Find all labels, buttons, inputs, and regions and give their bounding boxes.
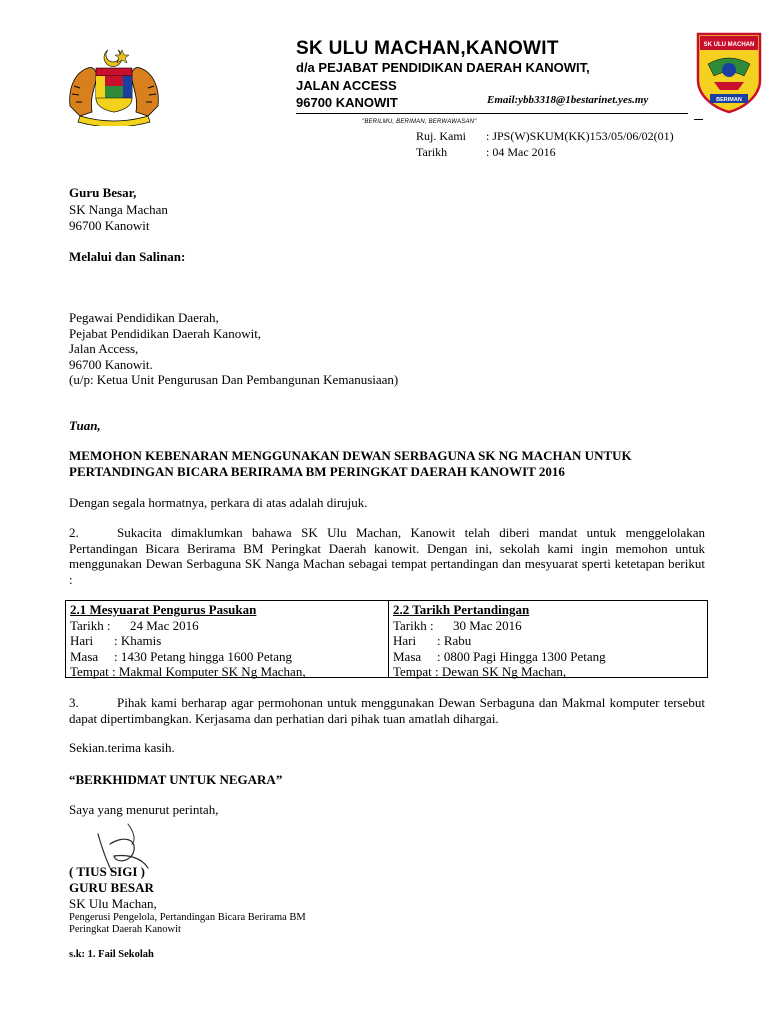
paragraph-3-text: Pihak kami berharap agar permohonan untuk menggunakan Dewan Serbaguna dan Makmal komputer tersebut dapat dipertimbangkan. Kerjasama dan perhatian dari pihak tuan amatlah dihargai. bbox=[69, 695, 705, 726]
sign-off: Saya yang menurut perintah, bbox=[69, 802, 219, 817]
paragraph-3 bbox=[69, 695, 705, 726]
signer-name: ( TIUS SIGI ) bbox=[69, 864, 145, 879]
competition-day-value: : Rabu bbox=[437, 633, 472, 648]
meeting-time-label: Masa bbox=[70, 648, 99, 664]
schedule-table bbox=[65, 600, 708, 678]
subject-line-1: MEMOHON KEBENARAN MENGGUNAKAN DEWAN SERBAGUNA SK NG MACHAN UNTUK bbox=[69, 448, 632, 463]
date-value: : 04 Mac 2016 bbox=[486, 145, 556, 159]
meeting-time-row bbox=[70, 649, 388, 665]
school-badge-logo bbox=[694, 30, 764, 114]
via-heading: Melalui dan Salinan: bbox=[69, 249, 186, 264]
meeting-day-row bbox=[70, 633, 388, 649]
paragraph-3-number: 3. bbox=[69, 695, 79, 710]
meeting-venue: Tempat : Makmal Komputer SK Ng Machan, bbox=[70, 664, 306, 679]
closing-text: Sekian.terima kasih. bbox=[69, 740, 175, 755]
competition-date-value: 30 Mac 2016 bbox=[453, 617, 522, 633]
slogan: “BERKHIDMAT UNTUK NEGARA” bbox=[69, 772, 283, 787]
competition-heading-title: Tarikh Pertandingan bbox=[412, 602, 530, 617]
meeting-heading-title: Mesyuarat Pengurus Pasukan bbox=[89, 602, 257, 617]
meeting-day-value: : Khamis bbox=[114, 633, 162, 648]
recipient-title: Guru Besar, bbox=[69, 185, 137, 200]
copy-to-line-3: Jalan Access, bbox=[69, 341, 139, 356]
competition-time-label: Masa bbox=[393, 648, 422, 664]
carbon-copy: s.k: 1. Fail Sekolah bbox=[69, 949, 154, 960]
school-name: SK ULU MACHAN,KANOWIT bbox=[296, 38, 559, 59]
meeting-time-value: : 1430 Petang hingga 1600 Petang bbox=[114, 648, 293, 664]
meeting-day-label: Hari bbox=[70, 633, 94, 648]
reference-label: Ruj. Kami bbox=[416, 129, 466, 143]
meeting-heading bbox=[70, 602, 388, 618]
coat-of-arms-logo bbox=[66, 46, 162, 126]
copy-to-line-4: 96700 Kanowit. bbox=[69, 357, 153, 372]
competition-time-value: : 0800 Pagi Hingga 1300 Petang bbox=[437, 648, 606, 664]
meeting-date-label: Tarikh : bbox=[70, 617, 111, 633]
signer-role-line-1: Pengerusi Pengelola, Pertandingan Bicara Berirama BM bbox=[69, 912, 306, 923]
table-column-meeting bbox=[66, 601, 389, 677]
meeting-date-value: 24 Mac 2016 bbox=[130, 617, 199, 633]
reference-value: : JPS(W)SKUM(KK)153/05/06/02(01) bbox=[486, 129, 674, 143]
signer-role-line-2: Peringkat Daerah Kanowit bbox=[69, 924, 181, 935]
opening-sentence: Dengan segala hormatnya, perkara di atas adalah dirujuk. bbox=[69, 495, 368, 510]
header-divider bbox=[296, 113, 688, 114]
salutation: Tuan, bbox=[69, 418, 101, 433]
competition-date-label: Tarikh : bbox=[393, 617, 434, 633]
paragraph-2-number: 2. bbox=[69, 525, 79, 540]
school-motto: "BERILMU, BERIMAN, BERWAWASAN" bbox=[362, 119, 477, 125]
badge-top-text: SK ULU MACHAN bbox=[703, 42, 755, 48]
subject-line-2: PERTANDINGAN BICARA BERIRAMA BM PERINGKAT DAERAH KANOWIT 2016 bbox=[69, 464, 565, 479]
competition-day-row bbox=[393, 633, 707, 649]
date-label: Tarikh bbox=[416, 145, 448, 159]
paragraph-2-text: Sukacita dimaklumkan bahawa SK Ulu Machan, Kanowit telah diberi mandat untuk menggelolakan Pertandingan Bicara Berirama BM Peringkat Daerah kanowit. Dengan ini, sekolah kami ingin memohon untuk menggunakan Dewan Serbaguna SK Nanga Machan sebagai tempat pertandingan dan mesyuarat sperti ketetapan berikut : bbox=[69, 525, 705, 587]
competition-date-row bbox=[393, 618, 707, 634]
address-line-1: d/a PEJABAT PENDIDIKAN DAERAH KANOWIT, bbox=[296, 60, 590, 75]
competition-heading bbox=[393, 602, 707, 618]
recipient-line-1: SK Nanga Machan bbox=[69, 202, 168, 217]
address-line-2: JALAN ACCESS bbox=[296, 78, 397, 93]
badge-bottom-text: BERIMAN bbox=[716, 97, 742, 103]
table-column-competition bbox=[389, 601, 707, 677]
signer-position: GURU BESAR bbox=[69, 880, 154, 895]
letter-date bbox=[416, 145, 556, 160]
meeting-date-row bbox=[70, 618, 388, 634]
copy-to-line-2: Pejabat Pendidikan Daerah Kanowit, bbox=[69, 326, 262, 341]
copy-to-line-5: (u/p: Ketua Unit Pengurusan Dan Pembangunan Kemanusiaan) bbox=[69, 372, 399, 387]
paragraph-2 bbox=[69, 525, 705, 587]
competition-day-label: Hari bbox=[393, 633, 417, 648]
address-line-3: 96700 KANOWIT bbox=[296, 95, 398, 110]
header-divider-end bbox=[694, 119, 703, 120]
signer-school: SK Ulu Machan, bbox=[69, 896, 157, 911]
competition-heading-number: 2.2 bbox=[393, 602, 410, 617]
copy-to-line-1: Pegawai Pendidikan Daerah, bbox=[69, 310, 219, 325]
reference-number bbox=[416, 129, 674, 144]
recipient-line-2: 96700 Kanowit bbox=[69, 218, 150, 233]
competition-venue: Tempat : Dewan SK Ng Machan, bbox=[393, 664, 567, 679]
email-address: Email:ybb3318@1bestarinet.yes.my bbox=[487, 94, 649, 106]
meeting-heading-number: 2.1 bbox=[70, 602, 87, 617]
competition-time-row bbox=[393, 649, 707, 665]
